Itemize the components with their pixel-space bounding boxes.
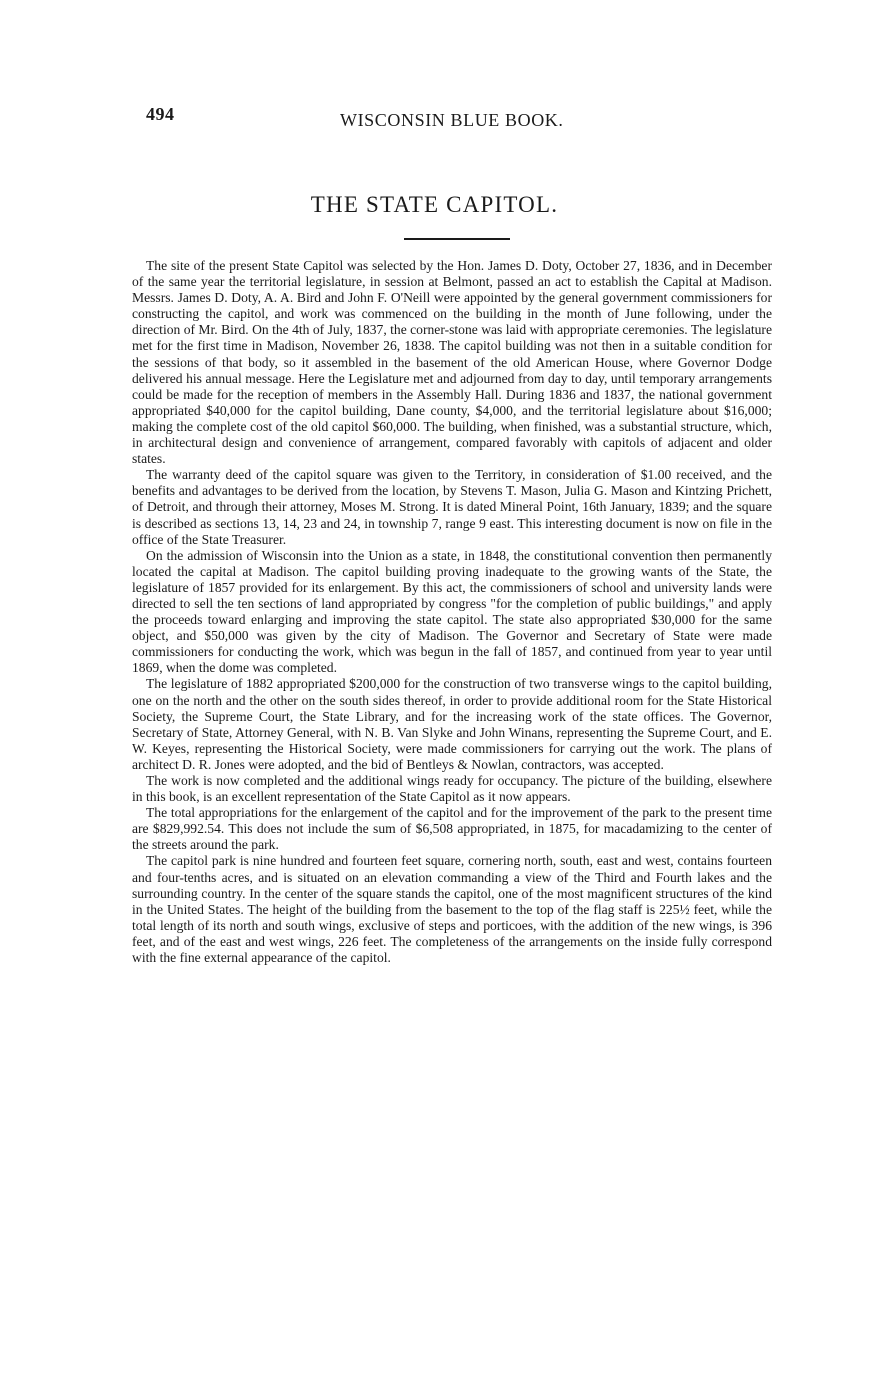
paragraph-capitol-park: The capitol park is nine hundred and fourteen feet square, cornering north, south, east and west, contains fourteen and four-tenths acres, and is situated on an elevation commanding a view of the Third and Fourth lakes and the surrounding country. In the center of the square stands the capitol, one of the most magnificent structures of the kind in the United States. The height of the building from the basement to the top of the flag staff is 225½ feet, while the total length of its north and south wings, exclusive of steps and porticoes, with the addition of the new wings, is 396 feet, and of the east and west wings, 226 feet. The completeness of the arrangements on the inside fully correspond with the fine external appearance of the capitol. [132, 853, 772, 966]
paragraph-transverse-wings: The legislature of 1882 appropriated $200,000 for the construction of two transverse wings to the capitol building, one on the north and the other on the south sides thereof, in order to provide additional room for the State Historical Society, the Supreme Court, the State Library, and for the increasing work of the state offices. The Governor, Secretary of State, Attorney General, with N. B. Van Slyke and John Winans, representing the Supreme Court, and E. W. Keyes, representing the Historical Society, were made commissioners for carrying out the work. The plans of architect D. R. Jones were adopted, and the bid of Bentleys & Nowlan, contractors, was accepted. [132, 676, 772, 772]
title-rule [404, 238, 510, 240]
paragraph-total-appropriations: The total appropriations for the enlargement of the capitol and for the improvement of the park to the present time are $829,992.54. This does not include the sum of $6,508 appropriated, in 1875, for macadamizing to the center of the streets around the park. [132, 805, 772, 853]
paragraph-site-selection: The site of the present State Capitol was selected by the Hon. James D. Doty, October 27, 1836, and in December of the same year the territorial legislature, in session at Belmont, passed an act to establish the Capital at Madison. Messrs. James D. Doty, A. A. Bird and John F. O'Neill were appointed by the general government commissioners for constructing the capitol, and work was commenced on the building in the month of June following, under the direction of Mr. Bird. On the 4th of July, 1837, the corner-stone was laid with appropriate ceremonies. The legislature met for the first time in Madison, November 26, 1838. The capitol building was not then in a suitable condition for the sessions of that body, so it assembled in the basement of the old American House, where Governor Dodge delivered his annual message. Here the Legislature met and adjourned from day to day, until temporary arrangements could be made for the reception of members in the Assembly Hall. During 1836 and 1837, the national government appropriated $40,000 for the capitol building, Dane county, $4,000, and the territorial legislature about $16,000; making the complete cost of the old capitol $60,000. The building, when finished, was a substantial structure, which, in architectural design and convenience of arrangement, compared favorably with capitols of adjacent and older states. [132, 258, 772, 467]
article-body [132, 258, 772, 966]
paragraph-warranty-deed: The warranty deed of the capitol square was given to the Territory, in consideration of $1.00 received, and the benefits and advantages to be derived from the location, by Stevens T. Mason, Julia G. Mason and Kintzing Prichett, of Detroit, and through their attorney, Moses M. Strong. It is dated Mineral Point, 16th January, 1839; and the square is described as sections 13, 14, 23 and 24, in township 7, range 9 east. This interesting document is now on file in the office of the State Treasurer. [132, 467, 772, 547]
running-head: WISCONSIN BLUE BOOK. [340, 110, 564, 130]
article-title: THE STATE CAPITOL. [310, 192, 559, 217]
paragraph-admission-enlargement: On the admission of Wisconsin into the Union as a state, in 1848, the constitutional convention then permanently located the capital at Madison. The capitol building proving inadequate to the growing wants of the State, the legislature of 1857 provided for its enlargement. By this act, the commissioners of school and university lands were directed to sell the ten sections of land appropriated by congress "for the completion of public buildings," and apply the proceeds toward enlarging and improving the state capitol. The state also appropriated $30,000 for the same object, and $50,000 was given by the city of Madison. The Governor and Secretary of State were made commissioners for conducting the work, which was begun in the fall of 1857, and continued from year to year until 1869, when the dome was completed. [132, 547, 772, 676]
page-number: 494 [146, 104, 175, 124]
paragraph-work-completed: The work is now completed and the additional wings ready for occupancy. The picture of the building, elsewhere in this book, is an excellent representation of the State Capitol as it now appears. [132, 773, 772, 805]
